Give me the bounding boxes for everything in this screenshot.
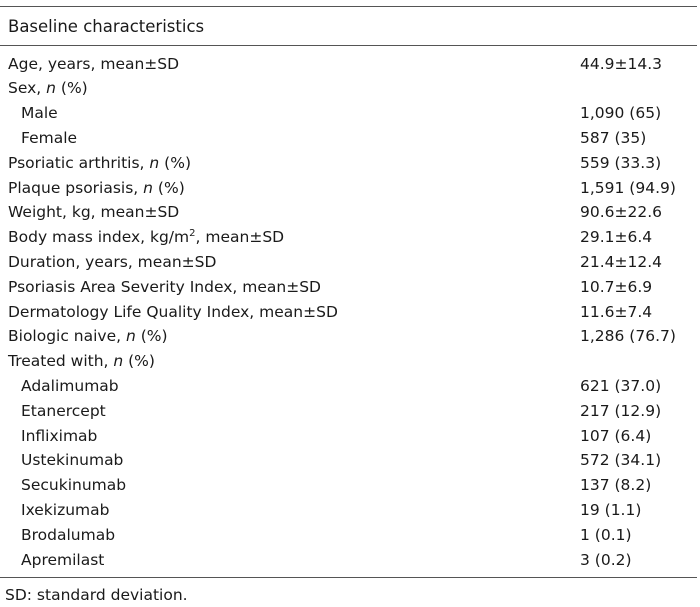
- row-value: 44.9±14.3: [580, 54, 663, 73]
- table-row: [0, 176, 697, 201]
- table-header: [0, 7, 697, 45]
- row-label: Weight, kg, mean±SD: [8, 203, 180, 222]
- row-label: Duration, years, mean±SD: [8, 253, 217, 272]
- table-header-label: Baseline characteristics: [8, 16, 205, 36]
- row-label: Female: [21, 129, 78, 148]
- row-label: Treated with, n (%): [8, 352, 155, 371]
- table-row: [0, 201, 697, 226]
- table-row: [0, 52, 697, 77]
- table-row: [0, 77, 697, 102]
- table-row: [0, 275, 697, 300]
- row-value: 1 (0.1): [580, 525, 632, 544]
- row-label: Dermatology Life Quality Index, mean±SD: [8, 302, 338, 321]
- row-value: 29.1±6.4: [580, 228, 653, 247]
- bottom-rule: [0, 577, 697, 578]
- baseline-table: [0, 6, 697, 578]
- row-label: Apremilast: [21, 550, 105, 569]
- table-row: [0, 102, 697, 127]
- row-value: 19 (1.1): [580, 500, 642, 519]
- row-label: Ixekizumab: [21, 500, 110, 519]
- row-label: Age, years, mean±SD: [8, 54, 180, 73]
- table-row: [0, 424, 697, 449]
- table-row: [0, 523, 697, 548]
- table-row: [0, 300, 697, 325]
- row-label: Psoriasis Area Severity Index, mean±SD: [8, 277, 321, 296]
- row-label: Plaque psoriasis, n (%): [8, 178, 185, 197]
- table-footnote: SD: standard deviation.: [5, 586, 188, 604]
- table-row: [0, 126, 697, 151]
- row-value: 11.6±7.4: [580, 302, 653, 321]
- row-value: 3 (0.2): [580, 550, 632, 569]
- table-row: [0, 325, 697, 350]
- row-value: 1,286 (76.7): [580, 327, 676, 346]
- row-value: 107 (6.4): [580, 426, 652, 445]
- table-row: [0, 250, 697, 275]
- row-label: Infliximab: [21, 426, 98, 445]
- table-body: [0, 46, 697, 577]
- row-label: Ustekinumab: [21, 451, 124, 470]
- row-value: 137 (8.2): [580, 476, 652, 495]
- table-row: [0, 399, 697, 424]
- table-row: [0, 449, 697, 474]
- row-label: Secukinumab: [21, 476, 127, 495]
- table-row: [0, 226, 697, 251]
- row-label: Brodalumab: [21, 525, 116, 544]
- table-row: [0, 548, 697, 573]
- row-label: Male: [21, 104, 58, 123]
- row-value: 217 (12.9): [580, 401, 662, 420]
- row-value: 10.7±6.9: [580, 277, 653, 296]
- table-row: [0, 474, 697, 499]
- row-label: Adalimumab: [21, 377, 119, 395]
- row-label: Sex, n (%): [8, 79, 88, 98]
- row-value: 587 (35): [580, 129, 647, 148]
- row-value: 1,090 (65): [580, 104, 662, 123]
- row-label: Psoriatic arthritis, n (%): [8, 153, 191, 172]
- table-row: [0, 350, 697, 375]
- row-label: Biologic naive, n (%): [8, 327, 168, 346]
- row-label: Etanercept: [21, 401, 106, 420]
- row-value: 621 (37.0): [580, 377, 662, 395]
- row-label: Body mass index, $kg/m^2$, mean±SD: [8, 228, 285, 247]
- row-value: 1,591 (94.9): [580, 178, 676, 197]
- table-row: [0, 151, 697, 176]
- row-value: 559 (33.3): [580, 153, 662, 172]
- table-row: [0, 374, 697, 399]
- row-value: 21.4±12.4: [580, 253, 663, 272]
- row-value: 572 (34.1): [580, 451, 662, 470]
- table-row: [0, 498, 697, 523]
- row-value: 90.6±22.6: [580, 203, 663, 222]
